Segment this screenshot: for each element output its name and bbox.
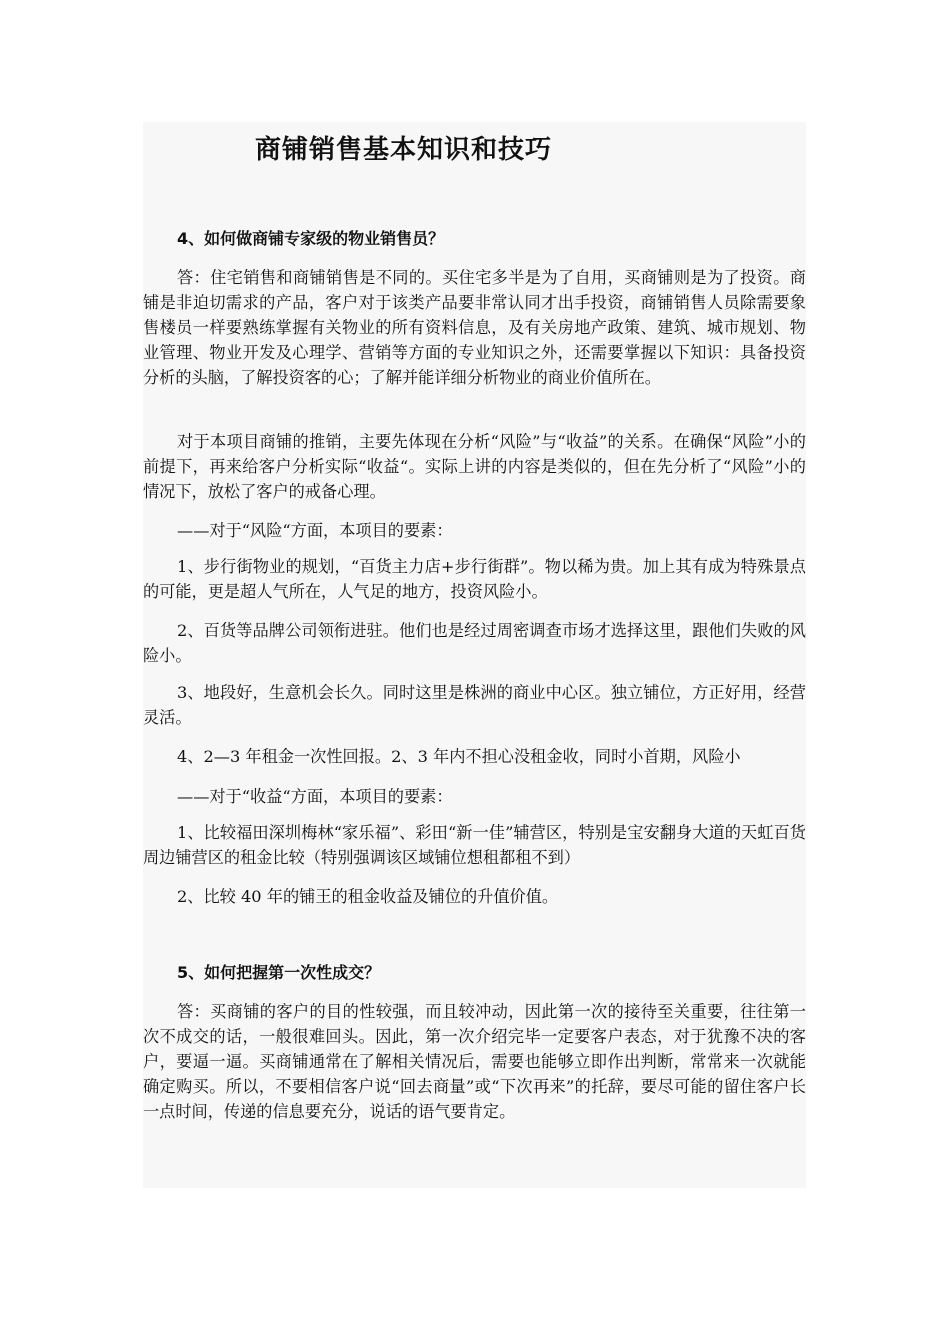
risk-item-4: 4、2—3 年租金一次性回报。2、3 年内不担心没租金收，同时小首期，风险小: [177, 747, 741, 766]
answer-paragraph-5: 答：买商铺的客户的目的性较强，而且较冲动，因此第一次的接待至关重要，往往第一次不成交的话，一般很难回头。因此，第一次介绍完毕一定要客户表态，对于犹豫不决的客户，要逼一逼。买商铺通常在了解相关情况后，需要也能够立即作出判断，常常来一次就能确定购买。所以，不要相信客户说“回去商量”或“下次再来”的托辞，要尽可能的留住客户长一点时间，传递的信息要充分，说话的语气要肯定。: [143, 1002, 806, 1121]
risk-item-3: 3、地段好，生意机会长久。同时这里是株洲的商业中心区。独立铺位，方正好用，经营灵活。: [143, 683, 806, 727]
section-heading-5: 5、如何把握第一次性成交？: [177, 963, 381, 982]
document-title: 商铺销售基本知识和技巧: [255, 135, 553, 165]
return-item-1: 1、比较福田深圳梅林“家乐福”、彩田“新一佳”辅营区，特别是宝安翻身大道的天虹百货周边铺营区的租金比较（特别强调该区域铺位想租都租不到）: [143, 823, 806, 867]
risk-return-paragraph: 对于本项目商铺的推销，主要先体现在分析“风险”与“收益”的关系。在确保“风险”小的前提下，再来给客户分析实际“收益“。实际上讲的内容是类似的，但在先分析了“风险”小的情况下，放松了客户的戒备心理。: [143, 432, 806, 501]
return-item-2: 2、比较 40 年的铺王的租金收益及铺位的升值价值。: [177, 887, 559, 906]
return-factors-heading: ——对于“收益“方面，本项目的要素：: [177, 787, 453, 806]
risk-item-2: 2、百货等品牌公司领衔进驻。他们也是经过周密调查市场才选择这里，跟他们失败的风险小。: [143, 621, 806, 665]
risk-item-1: 1、步行街物业的规划，“百货主力店+步行街群”。物以稀为贵。加上其有成为特殊景点的可能，更是超人气所在，人气足的地方，投资风险小。: [143, 557, 806, 601]
answer-paragraph: 答：住宅销售和商铺销售是不同的。买住宅多半是为了自用，买商铺则是为了投资。商铺是非迫切需求的产品，客户对于该类产品要非常认同才出手投资，商铺销售人员除需要象售楼员一样要熟练掌握有关物业的所有资料信息，及有关房地产政策、建筑、城市规划、物业管理、物业开发及心理学、营销等方面的专业知识之外，还需要掌握以下知识：具备投资分析的头脑，了解投资客的心；了解并能详细分析物业的商业价值所在。: [143, 268, 806, 387]
section-heading-4: 4、如何做商铺专家级的物业销售员？: [177, 229, 445, 248]
risk-factors-heading: ——对于“风险“方面，本项目的要素：: [177, 521, 453, 540]
